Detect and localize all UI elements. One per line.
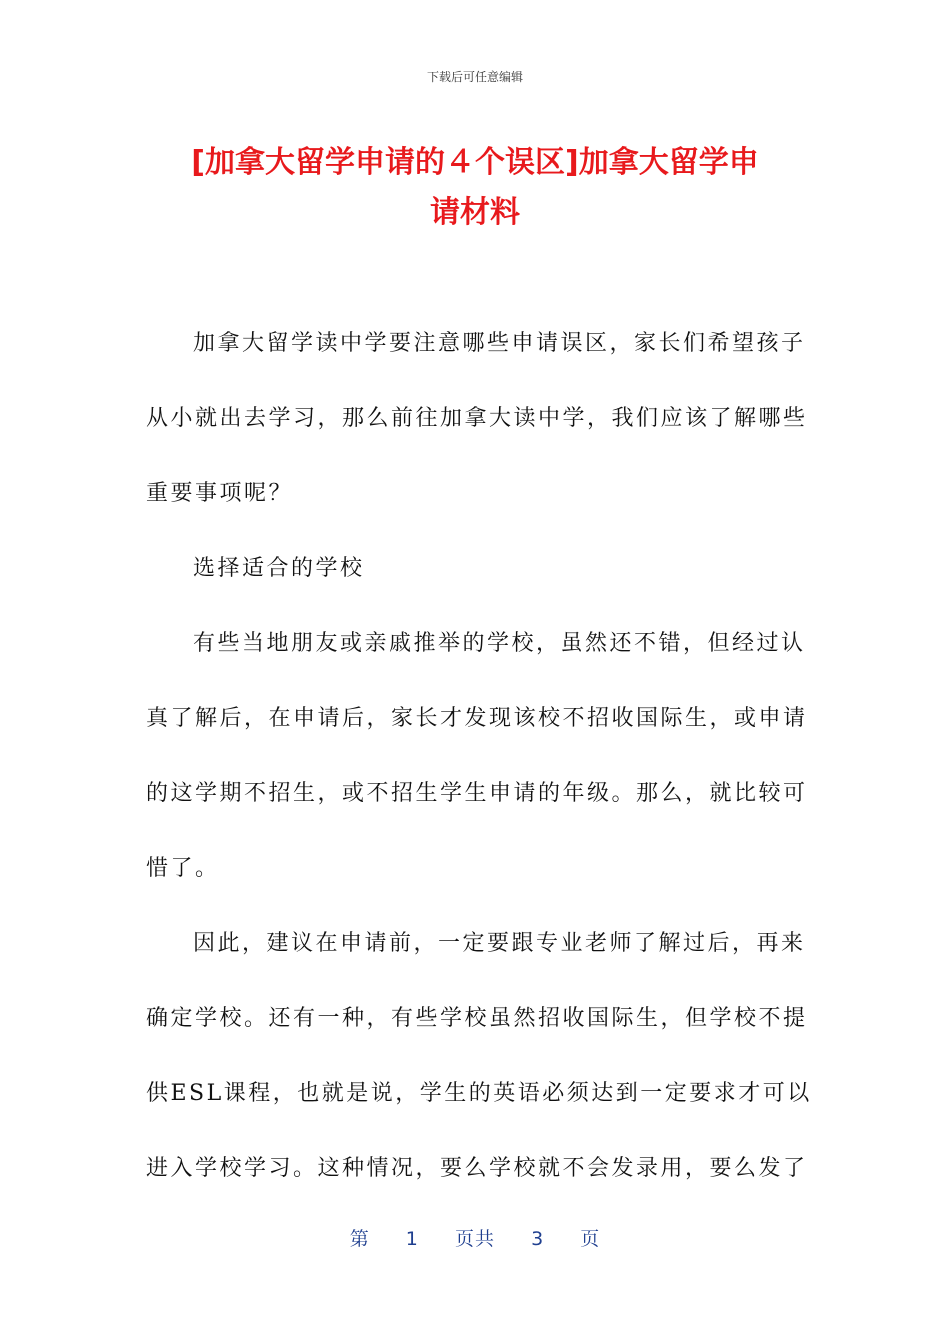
document-title-line-2: 请材料 <box>430 195 520 230</box>
footer-end-label: 页 <box>580 1228 601 1250</box>
paragraph-line: 有些当地朋友或亲戚推举的学校，虽然还不错，但经过认 <box>193 631 806 656</box>
paragraph-intro <box>146 306 808 531</box>
footer-total-pages: 3 <box>531 1228 545 1250</box>
paragraph-line: 选择适合的学校 <box>193 556 365 581</box>
document-title-line-1: [加拿大留学申请的４个误区]加拿大留学申 <box>191 145 759 180</box>
footer-total-label: 页共 <box>454 1228 495 1250</box>
paragraph-advice <box>146 906 812 1206</box>
paragraph-recommended-schools <box>146 606 808 906</box>
paragraph-line: 重要事项呢？ <box>146 481 294 506</box>
paragraph-line: 确定学校。还有一种，有些学校虽然招收国际生，但学校不提 <box>146 1006 808 1031</box>
footer-current-page: 1 <box>405 1228 419 1250</box>
paragraph-line: 进入学校学习。这种情况，要么学校就不会发录用，要么发了 <box>146 1156 808 1181</box>
page-header-note: 下载后可任意编辑 <box>426 70 523 84</box>
document-title <box>110 138 840 238</box>
section-heading-choose-school <box>146 531 790 606</box>
page-footer <box>0 1224 950 1251</box>
document-body <box>146 306 812 1206</box>
footer-page-label: 第 <box>349 1228 370 1250</box>
paragraph-line: 真了解后，在申请后，家长才发现该校不招收国际生，或申请 <box>146 706 808 731</box>
paragraph-line: 从小就出去学习，那么前往加拿大读中学，我们应该了解哪些 <box>146 406 808 431</box>
paragraph-line: 的这学期不招生，或不招生学生申请的年级。那么，就比较可 <box>146 781 808 806</box>
paragraph-line: 因此，建议在申请前，一定要跟专业老师了解过后，再来 <box>193 931 806 956</box>
paragraph-line: 供ESL课程，也就是说，学生的英语必须达到一定要求才可以 <box>146 1081 812 1106</box>
paragraph-line: 加拿大留学读中学要注意哪些申请误区，家长们希望孩子 <box>193 331 806 356</box>
paragraph-line: 惜了。 <box>146 856 220 881</box>
